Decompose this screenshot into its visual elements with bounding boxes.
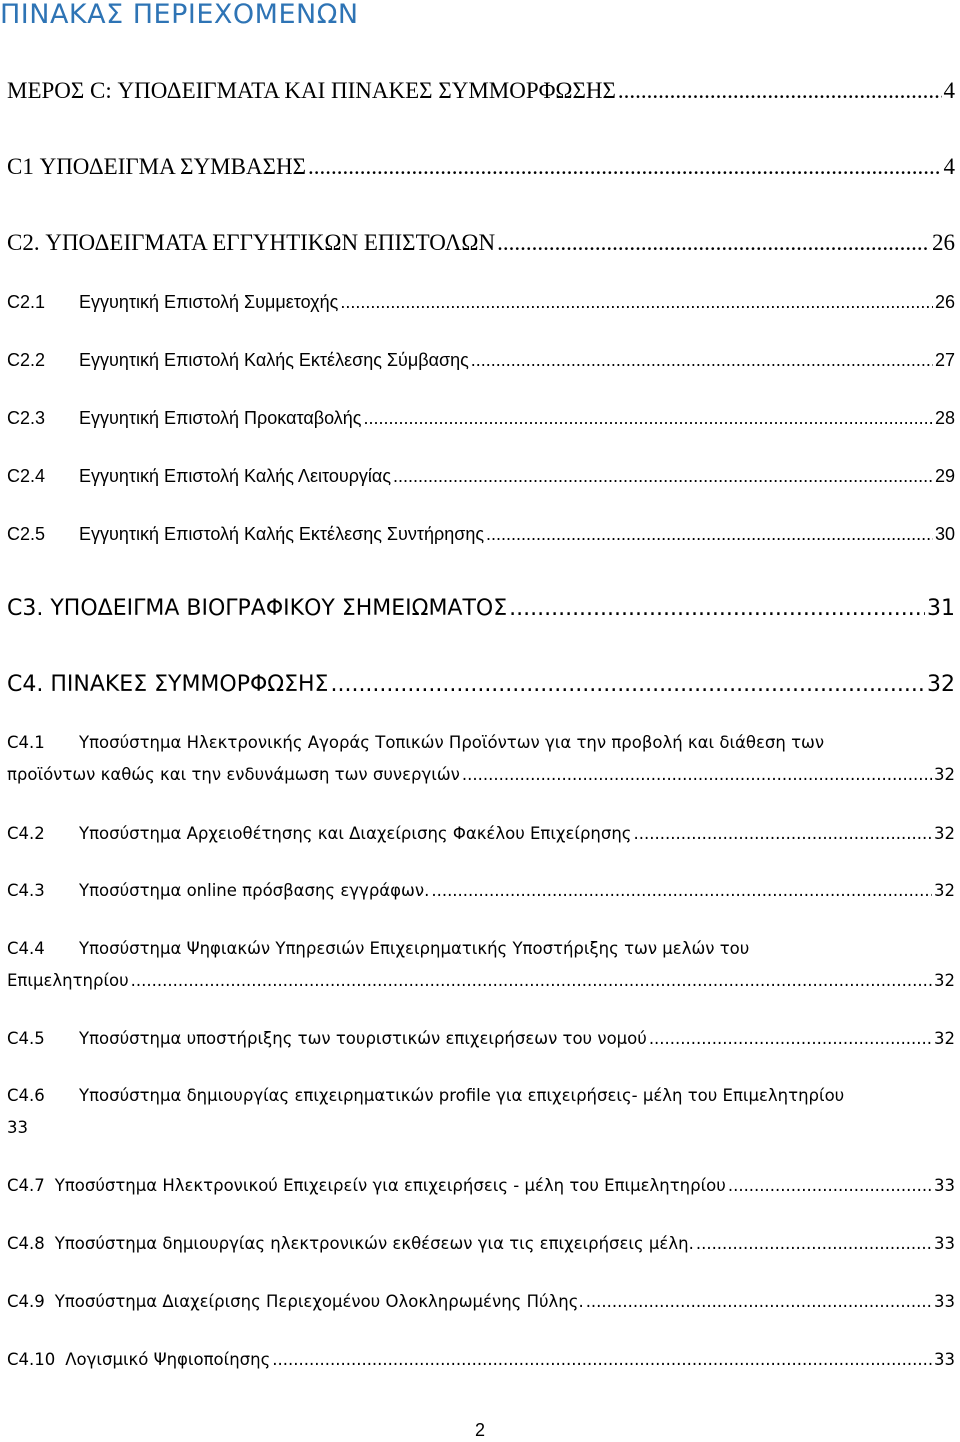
toc-entry-c2-3[interactable] <box>7 408 955 429</box>
toc-entry-text: Υποσύστημα υποστήριξης των τουριστικών επιχειρήσεων του νομού <box>79 1029 647 1048</box>
toc-entry-c2-1[interactable] <box>7 292 955 313</box>
leader-dots <box>509 596 925 621</box>
toc-entry-text: Εγγυητική Επιστολή Συμμετοχής <box>79 292 339 312</box>
leader-dots <box>272 1350 932 1369</box>
toc-entry-page: 32 <box>934 765 955 784</box>
toc-entry-c2-4[interactable] <box>7 466 955 487</box>
toc-entry-c4-7[interactable] <box>7 1176 955 1195</box>
toc-entry-c4-6-continuation[interactable] <box>7 1118 955 1137</box>
toc-entry-text-continued: προϊόντων καθώς και την ενδυνάμωση των συνεργιών <box>7 765 460 784</box>
toc-entry-c4-10[interactable] <box>7 1350 955 1369</box>
toc-entry-page: 33 <box>934 1234 955 1253</box>
toc-entry-page: 32 <box>934 824 955 843</box>
toc-entry-c4-3[interactable] <box>7 881 955 900</box>
toc-entry-page: 30 <box>934 524 955 544</box>
toc-entry-number: C4.2 <box>7 824 45 843</box>
toc-entry-number: C2.2 <box>7 350 46 370</box>
toc-entry-text: Λογισμικό Ψηφιοποίησης <box>65 1350 271 1369</box>
toc-entry-number: C4.5 <box>7 1029 45 1048</box>
toc-entry-c2[interactable] <box>7 230 955 256</box>
toc-entry-page: 4 <box>943 78 955 103</box>
toc-entry-c2-2[interactable] <box>7 350 955 371</box>
toc-entry-c1[interactable] <box>7 154 955 180</box>
leader-dots <box>393 466 933 487</box>
toc-entry-c4-9[interactable] <box>7 1292 955 1311</box>
toc-heading: ΠΙΝΑΚΑΣ ΠΕΡΙΕΧΟΜΕΝΩΝ <box>0 0 359 30</box>
toc-entry-text: C4. ΠΙΝΑΚΕΣ ΣΥΜΜΟΡΦΩΣΗΣ <box>7 672 329 697</box>
toc-entry-number: C4.6 <box>7 1086 45 1105</box>
toc-entry-number: C4.3 <box>7 881 45 900</box>
leader-dots <box>340 292 933 313</box>
leader-dots <box>586 1292 932 1311</box>
toc-entry-c4-5[interactable] <box>7 1029 955 1048</box>
toc-entry-text: Υποσύστημα δημιουργίας επιχειρηματικών profile για επιχειρήσεις- μέλη του Επιμελητηρίου <box>79 1086 845 1105</box>
toc-entry-text: Υποσύστημα Ηλεκτρονικής Αγοράς Τοπικών Προϊόντων για την προβολή και διάθεση των <box>79 733 825 752</box>
leader-dots <box>363 408 933 429</box>
toc-entry-page: 32 <box>934 971 955 990</box>
toc-entry-text: C3. ΥΠΟΔΕΙΓΜΑ ΒΙΟΓΡΑΦΙΚΟΥ ΣΗΜΕΙΩΜΑΤΟΣ <box>7 596 508 621</box>
leader-dots <box>308 154 942 180</box>
toc-entry-page: 28 <box>934 408 955 428</box>
toc-entry-text-continued: Επιμελητηρίου <box>7 971 129 990</box>
toc-entry-text: Υποσύστημα Ηλεκτρονικού Επιχειρείν για επιχειρήσεις - μέλη του Επιμελητηρίου <box>54 1176 726 1195</box>
toc-entry-page: 29 <box>934 466 955 486</box>
toc-entry-text: Υποσύστημα Ψηφιακών Υπηρεσιών Επιχειρηματικής Υποστήριξης των μελών του <box>79 939 750 958</box>
toc-entry-number: C2.5 <box>7 524 46 544</box>
toc-entry-number: C2.3 <box>7 408 46 428</box>
toc-entry-text: Υποσύστημα Αρχειοθέτησης και Διαχείρισης Φακέλου Επιχείρησης <box>79 824 632 843</box>
leader-dots <box>728 1176 932 1195</box>
toc-entry-c4-4[interactable] <box>7 939 955 958</box>
toc-entry-c3[interactable] <box>7 596 955 621</box>
toc-entry-text: C1 ΥΠΟΔΕΙΓΜΑ ΣΥΜΒΑΣΗΣ <box>7 154 306 179</box>
toc-entry-page: 33 <box>934 1292 955 1311</box>
page-number: 2 <box>474 1420 485 1440</box>
toc-entry-number: C2.4 <box>7 466 46 486</box>
toc-entry-page: 32 <box>927 672 955 697</box>
toc-entry-text: Υποσύστημα δημιουργίας ηλεκτρονικών εκθέσεων για τις επιχειρήσεις μέλη. <box>54 1234 694 1253</box>
toc-entry-text: ΜΕΡΟΣ C: ΥΠΟΔΕΙΓΜΑΤΑ ΚΑΙ ΠΙΝΑΚΕΣ ΣΥΜΜΟΡΦΩΣΗΣ <box>7 78 616 103</box>
toc-entry-page: 27 <box>934 350 955 370</box>
toc-entry-page: 33 <box>934 1350 955 1369</box>
toc-entry-page: 31 <box>927 596 955 621</box>
toc-entry-part-c[interactable] <box>7 78 955 104</box>
toc-entry-c4-8[interactable] <box>7 1234 955 1253</box>
toc-entry-number: C4.7 <box>7 1176 45 1195</box>
leader-dots <box>462 765 932 784</box>
toc-entry-number: C4.9 <box>7 1292 45 1311</box>
leader-dots <box>486 524 933 545</box>
toc-entry-text: Εγγυητική Επιστολή Καλής Εκτέλεσης Συντήρησης <box>79 524 485 544</box>
leader-dots <box>696 1234 932 1253</box>
toc-entry-page: 33 <box>934 1176 955 1195</box>
leader-dots <box>649 1029 932 1048</box>
toc-entry-page: 32 <box>934 881 955 900</box>
leader-dots <box>431 881 932 900</box>
leader-dots <box>497 230 930 256</box>
toc-entry-text: C2. ΥΠΟΔΕΙΓΜΑΤΑ ΕΓΓΥΗΤΙΚΩΝ ΕΠΙΣΤΟΛΩΝ <box>7 230 496 255</box>
toc-entry-text: Υποσύστημα Διαχείρισης Περιεχομένου Ολοκληρωμένης Πύλης. <box>54 1292 584 1311</box>
toc-entry-number: C4.10 <box>7 1350 56 1369</box>
toc-entry-c4-1[interactable] <box>7 733 955 752</box>
leader-dots <box>330 672 925 697</box>
toc-entry-number: C4.1 <box>7 733 45 752</box>
toc-entry-c4-2[interactable] <box>7 824 955 843</box>
toc-entry-page: 33 <box>7 1118 28 1137</box>
toc-entry-c4[interactable] <box>7 672 955 697</box>
toc-entry-number: C2.1 <box>7 292 46 312</box>
toc-entry-text: Εγγυητική Επιστολή Προκαταβολής <box>79 408 362 428</box>
toc-entry-page: 32 <box>934 1029 955 1048</box>
toc-entry-c4-6[interactable] <box>7 1086 955 1105</box>
leader-dots <box>618 78 942 104</box>
toc-entry-page: 4 <box>943 154 955 179</box>
leader-dots <box>634 824 933 843</box>
leader-dots <box>471 350 933 371</box>
toc-entry-text: Υποσύστημα online πρόσβασης εγγράφων. <box>79 881 430 900</box>
toc-entry-number: C4.8 <box>7 1234 45 1253</box>
toc-entry-number: C4.4 <box>7 939 45 958</box>
toc-entry-text: Εγγυητική Επιστολή Καλής Εκτέλεσης Σύμβασης <box>79 350 469 370</box>
toc-entry-c4-4-continuation[interactable] <box>7 971 955 990</box>
toc-entry-page: 26 <box>934 292 955 312</box>
leader-dots <box>131 971 932 990</box>
toc-entry-c4-1-continuation[interactable] <box>7 765 955 784</box>
toc-entry-page: 26 <box>932 230 955 255</box>
toc-entry-text: Εγγυητική Επιστολή Καλής Λειτουργίας <box>79 466 392 486</box>
toc-entry-c2-5[interactable] <box>7 524 955 545</box>
